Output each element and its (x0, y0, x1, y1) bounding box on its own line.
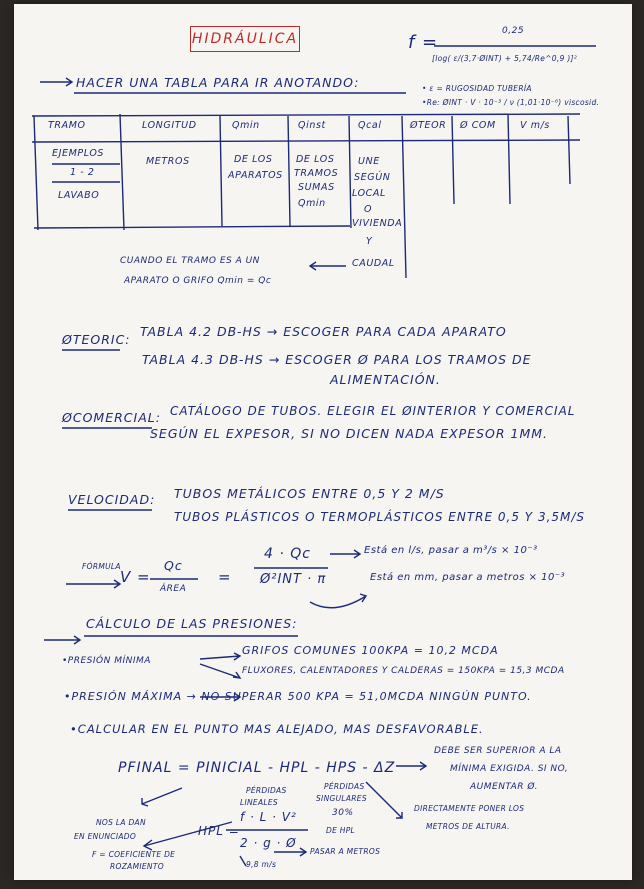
cell-segun: SEGÚN (354, 172, 391, 183)
header-tramo: TRAMO (48, 120, 86, 131)
presion-maxima: •PRESIÓN MÁXIMA → NO SUPERAR 500 KPA = 51,0MCDA NINGÚN PUNTO. (64, 690, 532, 703)
formula-v-frac1-num: Qc (164, 558, 183, 573)
directamente-2: METROS DE ALTURA. (426, 822, 510, 831)
velocidad-line1: TUBOS METÁLICOS ENTRE 0,5 Y 2 M/S (174, 486, 445, 501)
perdidas-singulares-2: SINGULARES (316, 794, 367, 803)
presion-minima-2: FLUXORES, CALENTADORES Y CALDERAS = 150KPA = 15,3 MCDA (242, 666, 565, 676)
formula-v-frac2-den: Ø²INT · π (260, 572, 327, 587)
cell-ejemplos: EJEMPLOS (52, 148, 105, 159)
header-v: V m/s (520, 120, 550, 131)
perdidas-lineales-2: LINEALES (240, 798, 278, 807)
formula-f-numerator: 0,25 (502, 26, 525, 36)
perdidas-lineales-1: PÉRDIDAS (246, 786, 287, 795)
hpl-numerator: f · L · V² (240, 810, 297, 824)
perdidas-singulares-3: 30% (332, 808, 354, 818)
header-ocom: Ø COM (460, 120, 496, 131)
teorico-line2: TABLA 4.3 DB-HS → ESCOGER Ø PARA LOS TRAMOS DE (142, 352, 532, 367)
cell-caudal: CAUDAL (352, 258, 395, 269)
cell-aparatos: APARATOS (228, 170, 283, 181)
cell-o: O (364, 204, 373, 215)
hpl-lhs: HPL = (198, 824, 240, 838)
perdidas-singulares-4: DE HPL (326, 826, 356, 835)
formula-v-note1: Está en l/s, pasar a m³/s × 10⁻³ (364, 545, 538, 556)
cell-de-los: DE LOS (234, 154, 273, 165)
perdidas-singulares-1: PÉRDIDAS (324, 782, 365, 791)
formula-v-frac1-den: ÁREA (160, 584, 187, 594)
cell-vivienda: VIVIENDA (352, 218, 403, 229)
pfinal-note-1: DEBE SER SUPERIOR A LA (434, 746, 562, 756)
teorico-line3: ALIMENTACIÓN. (330, 372, 441, 387)
cell-tramo-1-2: 1 - 2 (70, 167, 95, 178)
velocidad-label: VELOCIDAD: (68, 492, 156, 507)
formula-v-frac2-num: 4 · Qc (264, 546, 311, 562)
comercial-line1: CATÁLOGO DE TUBOS. ELEGIR EL ØINTERIOR Y COMERCIAL (170, 404, 576, 418)
header-qmin: Qmin (232, 120, 260, 131)
note-reynolds: •Re: ØINT · V · 10⁻³ / ν (1,01·10⁻⁶) viscosid. (422, 98, 600, 107)
cell-une: UNE (358, 156, 380, 167)
table-note-2: APARATO O GRIFO Qmin = Qc (124, 276, 272, 286)
pfinal-note-3: AUMENTAR Ø. (470, 782, 538, 792)
cell-tramos: TRAMOS (294, 168, 339, 179)
presion-minima-label: •PRESIÓN MÍNIMA (62, 656, 151, 666)
cell-local: LOCAL (352, 188, 386, 199)
comercial-label: ØCOMERCIAL: (62, 410, 161, 425)
header-qinst: Qinst (298, 120, 326, 131)
velocidad-line2: TUBOS PLÁSTICOS O TERMOPLÁSTICOS ENTRE 0,5 Y 3,5M/S (174, 510, 586, 524)
cell-sumas: SUMAS (298, 182, 335, 193)
f-coef-1: F = COEFICIENTE DE (92, 850, 176, 859)
note-rugosidad: • ε = RUGOSIDAD TUBERÍA (422, 84, 532, 93)
nos-la-dan-1: NOS LA DAN (96, 818, 146, 827)
cell-lavabo: LAVABO (58, 190, 100, 201)
intro-text: HACER UNA TABLA PARA IR ANOTANDO: (76, 75, 360, 90)
teorico-label: ØTEORIC: (62, 332, 131, 347)
calcular-punto: •CALCULAR EN EL PUNTO MAS ALEJADO, MAS DESFAVORABLE. (70, 722, 484, 736)
header-qcal: Qcal (358, 120, 382, 131)
cell-qmin: Qmin (298, 198, 326, 209)
teorico-line1: TABLA 4.2 DB-HS → ESCOGER PARA CADA APARATO (140, 324, 507, 339)
formula-v-lhs: V = (120, 568, 151, 586)
cell-metros: METROS (146, 156, 190, 167)
hpl-denominator: 2 · g · Ø (240, 836, 297, 850)
pasar-a-metros: PASAR A METROS (310, 847, 381, 856)
pfinal-note-2: MÍNIMA EXIGIDA. SI NO, (450, 764, 569, 774)
comercial-line2: SEGÚN EL EXPESOR, SI NO DICEN NADA EXPESOR 1MM. (150, 426, 549, 441)
header-oteor: ØTEOR (410, 120, 447, 131)
formula-label: FÓRMULA (82, 562, 121, 571)
presiones-title: CÁLCULO DE LAS PRESIONES: (86, 616, 298, 631)
table-note-1: CUANDO EL TRAMO ES A UN (120, 256, 260, 266)
g-value: 9,8 m/s (246, 860, 277, 869)
cell-de-los-2: DE LOS (296, 154, 335, 165)
presion-minima-1: GRIFOS COMUNES 100KPA = 10,2 MCDA (242, 644, 499, 657)
f-coef-2: ROZAMIENTO (110, 862, 164, 871)
formula-v-eq: = (218, 568, 232, 586)
nos-la-dan-2: EN ENUNCIADO (74, 832, 137, 841)
header-longitud: LONGITUD (142, 120, 197, 131)
formula-v-note2: Está en mm, pasar a metros × 10⁻³ (370, 572, 566, 583)
formula-f-denominator: [log( ε/(3,7·ØINT) + 5,74/Re^0,9 )]² (432, 54, 578, 63)
cell-y: Y (366, 236, 373, 247)
notebook-page (14, 4, 632, 880)
page-title: HIDRÁULICA (190, 26, 300, 52)
directamente-1: DIRECTAMENTE PONER LOS (414, 804, 525, 813)
pfinal-equation: PFINAL = PINICIAL - HPL - HPS - ΔZ (118, 760, 396, 776)
formula-f-lhs: f = (408, 32, 439, 53)
